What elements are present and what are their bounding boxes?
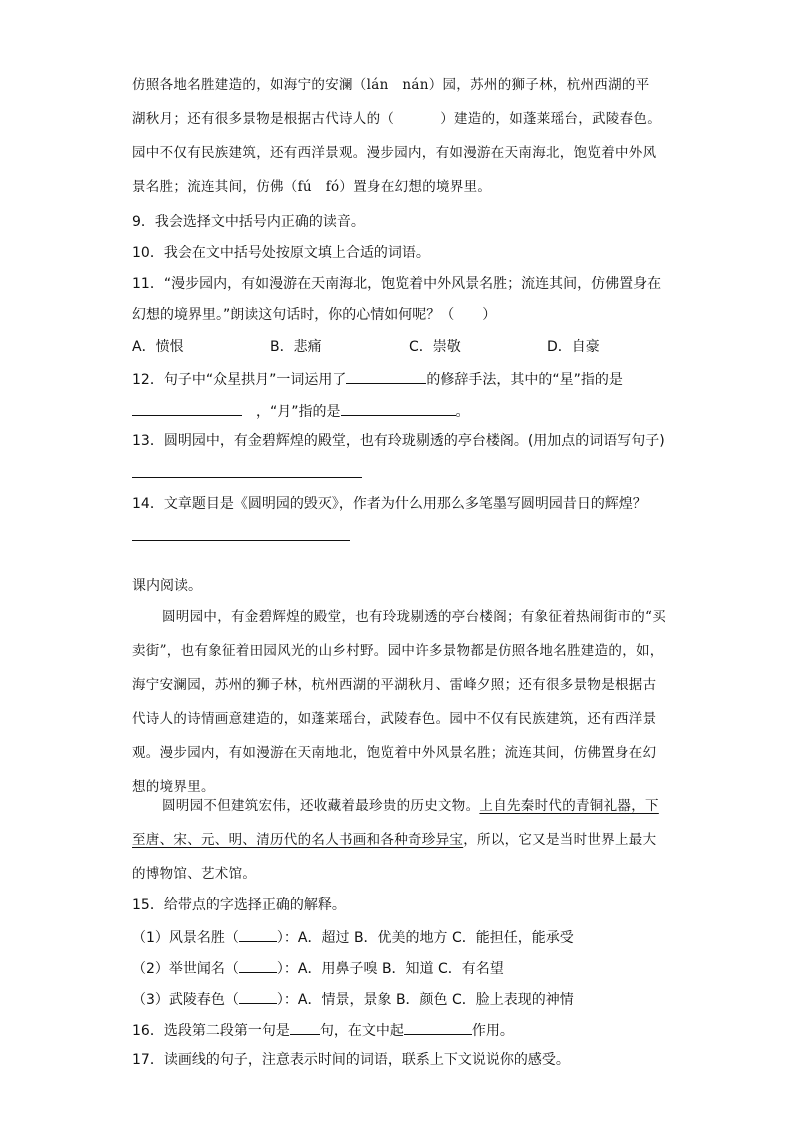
option-a: A．愤恨 xyxy=(132,339,184,355)
section-heading: 课内阅读。 xyxy=(132,578,202,594)
question-12-text-b: 的修辞手法，其中的“星”指的是 xyxy=(426,372,623,388)
reading-p1-line-6: 想的境界里。 xyxy=(132,779,215,795)
passage-line-2b: ）建造的，如蓬莱瑶台，武陵春色。 xyxy=(440,111,662,127)
question-12-text-a: 12．句子中“众星拱月”一词运用了 xyxy=(132,372,347,388)
reading-p1-line-1: 圆明园中，有金碧辉煌的殿堂，也有玲珑剔透的亭台楼阁；有象征着热闹街市的“买 xyxy=(162,609,667,625)
reading-p1-line-2: 卖街”，也有象征着田园风光的山乡村野。园中许多景物都是仿照各地名胜建造的，如， xyxy=(132,643,664,659)
question-12-text-d: 。 xyxy=(455,404,470,420)
answer-line-14[interactable] xyxy=(132,540,350,541)
passage-line-2 xyxy=(132,110,661,128)
underlined-sentence: 至唐、宋、元、明、清历代的名人书画和各种奇珍异宝 xyxy=(132,832,464,848)
answer-blank[interactable] xyxy=(290,1020,320,1035)
question-14: 14．文章题目是《圆明园的毁灭》，作者为什么用那么多笔墨写圆明园昔日的辉煌？ xyxy=(132,496,647,512)
question-16-text-b: 句，在文中起 xyxy=(319,1023,404,1039)
reading-p2-text: 圆明园不但建筑宏伟，还收藏着最珍贵的历史文物。 xyxy=(162,798,480,814)
question-12-text-c: ，“月”指的是 xyxy=(256,404,341,420)
question-15-1-text-b: ）：A．超过 B．优美的地方 C．能担任，能承受 xyxy=(276,930,574,946)
question-15-2 xyxy=(132,958,504,978)
passage-line-2a: 湖秋月；还有很多景物是根据古代诗人的（ xyxy=(132,111,395,127)
question-11-options xyxy=(132,338,600,356)
answer-blank[interactable] xyxy=(239,927,277,942)
answer-blank[interactable] xyxy=(341,401,456,416)
question-12-line-1 xyxy=(132,369,623,389)
reading-p2-text: ，所以，它又是当时世界上最大 xyxy=(463,832,657,848)
answer-blank[interactable] xyxy=(404,1020,472,1035)
reading-p1-line-4: 代诗人的诗情画意建造的，如蓬莱瑶台，武陵春色。园中不仅有民族建筑，还有西洋景 xyxy=(132,711,657,727)
reading-p2-line-2 xyxy=(132,831,656,849)
question-16 xyxy=(132,1020,514,1040)
question-16-text-a: 16．选段第二段第一句是 xyxy=(132,1023,290,1039)
answer-blank[interactable] xyxy=(346,369,426,384)
question-12-line-2 xyxy=(132,401,470,421)
question-13: 13．圆明园中，有金碧辉煌的殿堂，也有玲珑剔透的亭台楼阁。(用加点的词语写句子) xyxy=(132,433,665,449)
answer-blank[interactable] xyxy=(239,989,277,1004)
question-15-2-text-a: （2）举世闻名（ xyxy=(132,961,239,977)
question-11-line-1: 11．“漫步园内，有如漫游在天南海北，饱览着中外风景名胜；流连其间，仿佛置身在 xyxy=(132,276,662,292)
question-15-1-text-a: （1）风景名胜（ xyxy=(132,930,239,946)
question-15: 15．给带点的字选择正确的解释。 xyxy=(132,897,346,913)
reading-p2-line-3: 的博物馆、艺术馆。 xyxy=(132,866,257,882)
option-c: C．崇敬 xyxy=(409,339,461,355)
reading-p1-line-5: 观。漫步园内，有如漫游在天南地北，饱览着中外风景名胜；流连其间，仿佛置身在幻 xyxy=(132,745,657,761)
passage-line-1: 仿照各地名胜建造的，如海宁的安澜（lán nán）园，苏州的狮子林，杭州西湖的平 xyxy=(132,77,650,93)
question-11-line-2: 幻想的境界里。”朗读这句话时，你的心情如何呢？（ ） xyxy=(132,307,497,323)
question-15-3-text-b: ）：A．情景，景象 B．颜色 C．脸上表现的神情 xyxy=(276,992,574,1008)
reading-p2-line-1 xyxy=(162,797,659,815)
question-15-1 xyxy=(132,927,574,947)
question-15-3 xyxy=(132,989,574,1009)
question-17: 17．读画线的句子，注意表示时间的词语，联系上下文说说你的感受。 xyxy=(132,1052,570,1068)
option-d: D．自豪 xyxy=(547,339,600,355)
answer-line-13[interactable] xyxy=(132,477,362,478)
question-16-text-c: 作用。 xyxy=(471,1023,514,1039)
question-15-3-text-a: （3）武陵春色（ xyxy=(132,992,239,1008)
option-b: B．悲痛 xyxy=(270,339,322,355)
passage-line-3: 园中不仅有民族建筑，还有西洋景观。漫步园内，有如漫游在天南海北，饱览着中外风 xyxy=(132,145,657,161)
underlined-sentence: 上自先秦时代的青铜礼器，下 xyxy=(479,798,659,814)
question-15-2-text-b: ）：A．用鼻子嗅 B．知道 C．有名望 xyxy=(276,961,504,977)
answer-blank[interactable] xyxy=(132,401,242,416)
question-9: 9．我会选择文中括号内正确的读音。 xyxy=(132,214,365,230)
passage-line-4: 景名胜；流连其间，仿佛（fú fó）置身在幻想的境界里。 xyxy=(132,179,492,195)
reading-p1-line-3: 海宁安澜园，苏州的狮子林，杭州西湖的平湖秋月、雷峰夕照；还有很多景物是根据古 xyxy=(132,677,657,693)
question-10: 10．我会在文中括号处按原文填上合适的词语。 xyxy=(132,245,430,261)
answer-blank[interactable] xyxy=(239,958,277,973)
